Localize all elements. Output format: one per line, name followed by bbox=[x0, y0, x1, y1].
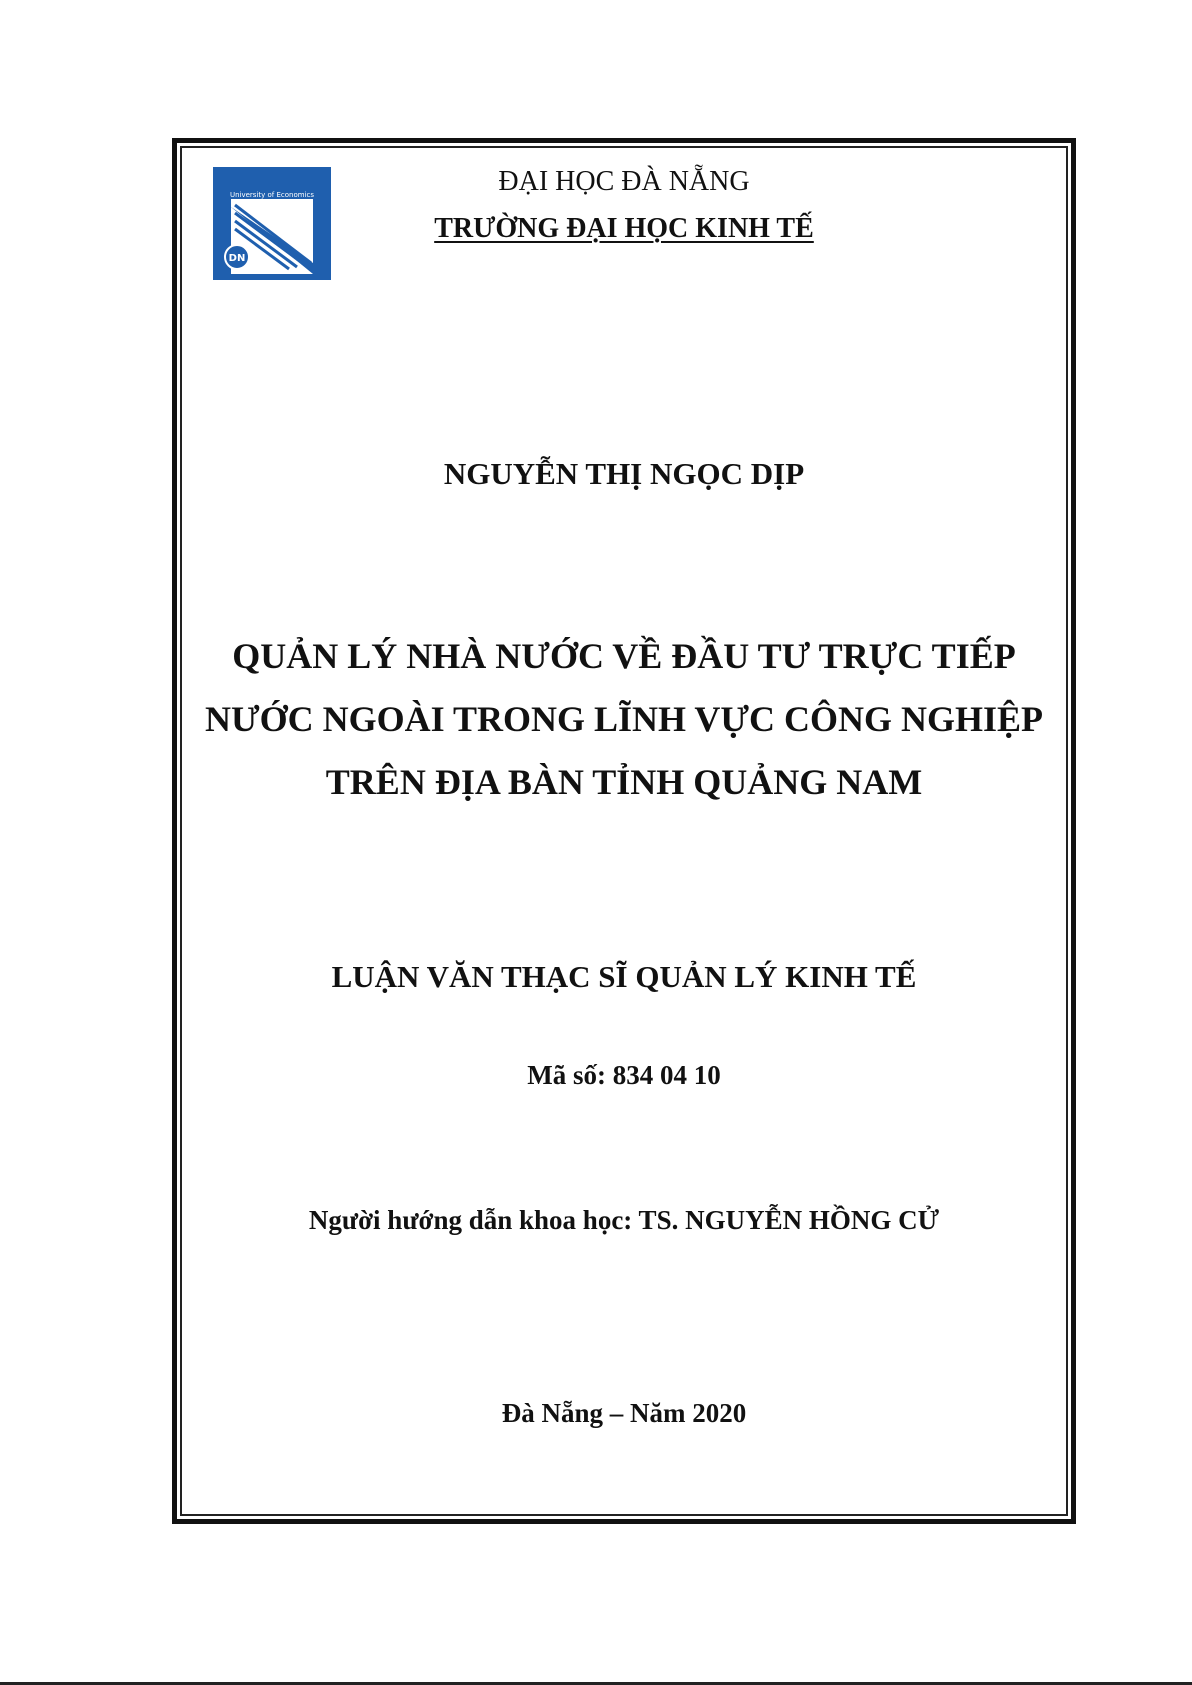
thesis-title-line-3: TRÊN ĐỊA BÀN TỈNH QUẢNG NAM bbox=[325, 762, 923, 802]
advisor: Người hướng dẫn khoa học: TS. NGUYỄN HỒNG CỬ bbox=[308, 1205, 940, 1235]
school-name-text: TRƯỜNG ĐẠI HỌC KINH TẾ bbox=[434, 213, 814, 244]
degree-title: LUẬN VĂN THẠC SĨ QUẢN LÝ KINH TẾ bbox=[331, 959, 917, 994]
page-border-inner bbox=[180, 146, 1068, 1516]
program-code: Mã số: 834 04 10 bbox=[527, 1060, 721, 1090]
place-year: Đà Nẵng – Năm 2020 bbox=[501, 1398, 747, 1428]
school-name bbox=[180, 213, 1068, 245]
thesis-title-line-1: QUẢN LÝ NHÀ NƯỚC VỀ ĐẦU TƯ TRỰC TIẾP bbox=[232, 636, 1016, 676]
thesis-title bbox=[180, 625, 1068, 814]
author-name: NGUYỄN THỊ NGỌC DỊP bbox=[443, 456, 805, 491]
university-name: ĐẠI HỌC ĐÀ NẴNG bbox=[498, 166, 750, 197]
logo-monogram: DN bbox=[228, 253, 246, 264]
thesis-title-line-2: NƯỚC NGOÀI TRONG LĨNH VỰC CÔNG NGHIỆP bbox=[204, 699, 1044, 739]
logo-text: University of Economics bbox=[229, 191, 315, 199]
